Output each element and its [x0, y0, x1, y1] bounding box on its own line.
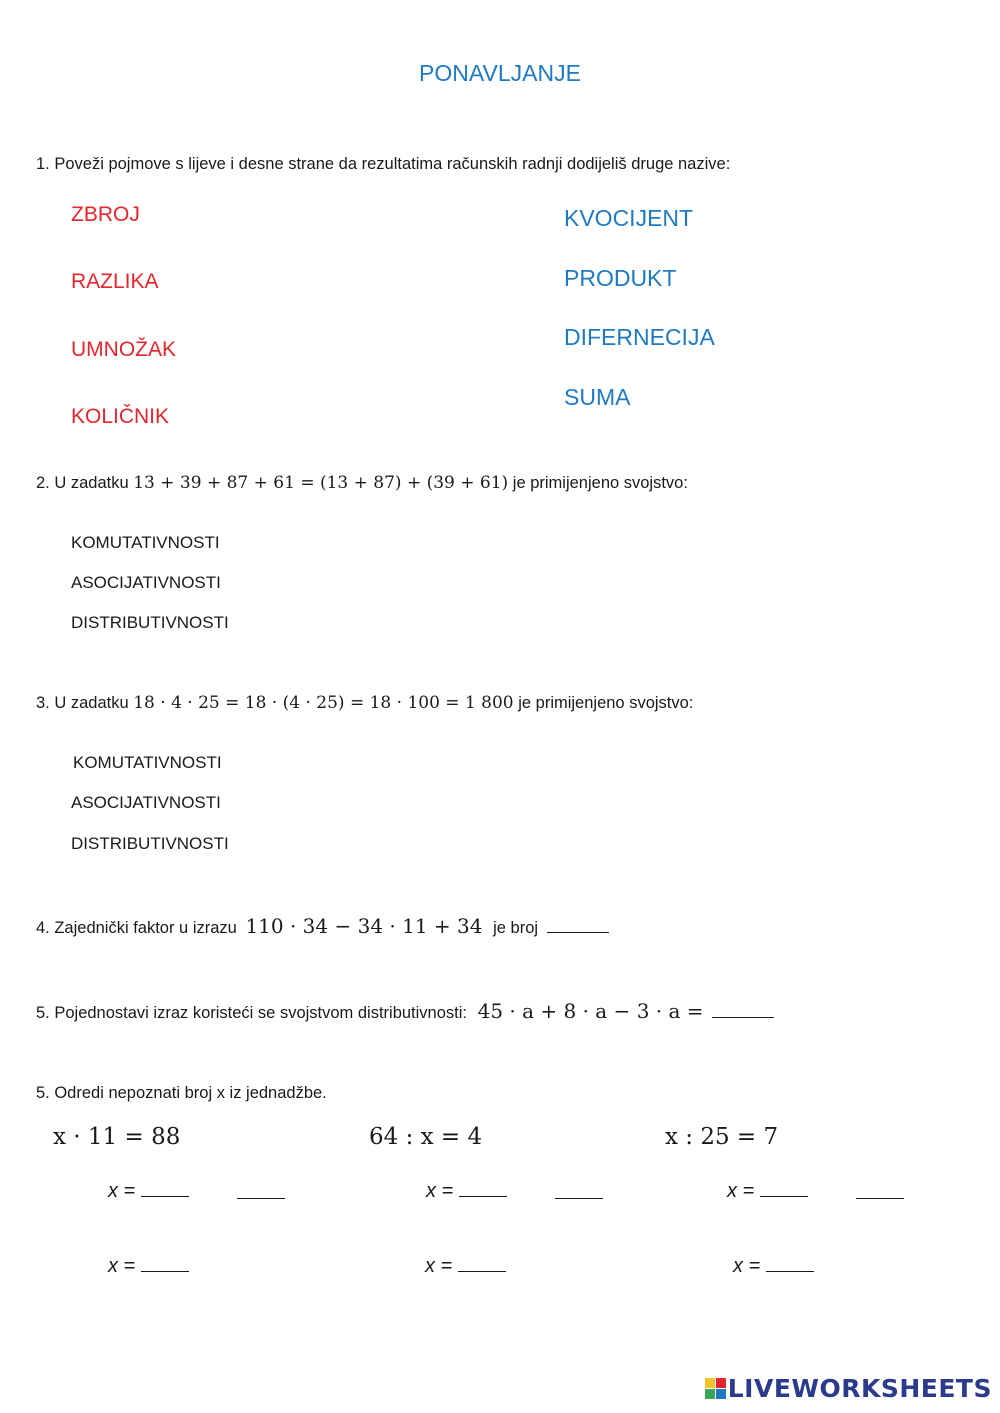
equation-1-answer-input[interactable] — [141, 1178, 189, 1197]
answer-label: x = — [425, 1255, 453, 1277]
answer-label: x = — [733, 1255, 761, 1277]
question-2-option-asocijativnosti[interactable]: ASOCIJATIVNOSTI — [71, 573, 221, 592]
question-5a-prefix: 5. Pojednostavi izraz koristeći se svojstvom distributivnosti: — [36, 1004, 467, 1022]
equation-3-final-input[interactable] — [766, 1253, 814, 1272]
question-3-expression: 18 · 4 · 25 = 18 · (4 · 25) = 18 · 100 = 1 800 — [133, 693, 514, 713]
equation-1-final-row — [108, 1253, 189, 1278]
question-5a-expression: 45 · a + 8 · a − 3 · a = — [477, 999, 704, 1023]
question-3-option-komutativnosti[interactable]: KOMUTATIVNOSTI — [73, 753, 222, 772]
question-3-prefix: 3. U zadatku — [36, 694, 129, 712]
question-4-answer-input[interactable] — [547, 914, 609, 933]
question-2-expression: 13 + 39 + 87 + 61 = (13 + 87) + (39 + 61) — [133, 473, 509, 493]
match-right-item[interactable]: SUMA — [564, 384, 631, 410]
equation-2-final-row — [425, 1253, 506, 1278]
match-left-item[interactable]: KOLIČNIK — [71, 405, 170, 428]
answer-label: x = — [426, 1180, 454, 1202]
question-5a-answer-input[interactable] — [712, 999, 774, 1018]
question-2-line — [36, 473, 688, 493]
question-2-option-komutativnosti[interactable]: KOMUTATIVNOSTI — [71, 533, 220, 552]
question-4-expression: 110 · 34 − 34 · 11 + 34 — [245, 914, 483, 938]
match-left-item[interactable]: RAZLIKA — [71, 270, 159, 293]
question-3-line — [36, 693, 693, 713]
answer-label: x = — [108, 1255, 136, 1277]
equation-3-final-row — [733, 1253, 814, 1278]
equation-3-answer-input[interactable] — [760, 1178, 808, 1197]
answer-label: x = — [108, 1180, 136, 1202]
liveworksheets-logo — [705, 1374, 992, 1403]
match-right-item[interactable]: KVOCIJENT — [564, 205, 694, 231]
equation-1-extra-input-wrap — [237, 1180, 285, 1204]
question-3-option-distributivnosti[interactable]: DISTRIBUTIVNOSTI — [71, 834, 229, 853]
equation-3: x : 25 = 7 — [665, 1124, 779, 1150]
question-4-line — [36, 914, 609, 938]
match-right-item[interactable]: PRODUKT — [564, 265, 677, 291]
match-left-item[interactable]: UMNOŽAK — [71, 338, 176, 361]
equation-3-extra-input-wrap — [856, 1180, 904, 1204]
question-3-option-asocijativnosti[interactable]: ASOCIJATIVNOSTI — [71, 793, 221, 812]
equation-2-extra-input-wrap — [555, 1180, 603, 1204]
logo-text: LIVEWORKSHEETS — [727, 1374, 992, 1403]
answer-label: x = — [727, 1180, 755, 1202]
question-4-suffix: je broj — [493, 919, 539, 937]
equation-2-final-input[interactable] — [458, 1253, 506, 1272]
match-left-item[interactable]: ZBROJ — [71, 203, 140, 226]
question-4-prefix: 4. Zajednički faktor u izrazu — [36, 919, 237, 937]
question-5a-line — [36, 999, 774, 1023]
question-3-suffix: je primijenjeno svojstvo: — [518, 694, 694, 712]
equation-3-extra-input[interactable] — [856, 1180, 904, 1199]
match-right-item[interactable]: DIFERNECIJA — [564, 324, 715, 350]
question-2-option-distributivnosti[interactable]: DISTRIBUTIVNOSTI — [71, 613, 229, 632]
question-2-suffix: je primijenjeno svojstvo: — [512, 474, 688, 492]
equation-1-final-input[interactable] — [141, 1253, 189, 1272]
equation-1-extra-input[interactable] — [237, 1180, 285, 1199]
equation-2-answer-row — [426, 1178, 507, 1203]
logo-mark-icon — [705, 1378, 726, 1399]
equation-1-answer-row — [108, 1178, 189, 1203]
page-title: PONAVLJANJE — [419, 60, 581, 86]
equation-3-answer-row — [727, 1178, 808, 1203]
equation-2-answer-input[interactable] — [459, 1178, 507, 1197]
question-1-text: 1. Poveži pojmove s lijeve i desne strane da rezultatima računskih radnji dodijeliš druge nazive: — [36, 155, 731, 173]
equation-2-extra-input[interactable] — [555, 1180, 603, 1199]
equation-1: x · 11 = 88 — [53, 1124, 181, 1150]
question-2-prefix: 2. U zadatku — [36, 474, 129, 492]
equation-2: 64 : x = 4 — [369, 1124, 483, 1150]
question-5b-text: 5. Odredi nepoznati broj x iz jednadžbe. — [36, 1084, 327, 1102]
